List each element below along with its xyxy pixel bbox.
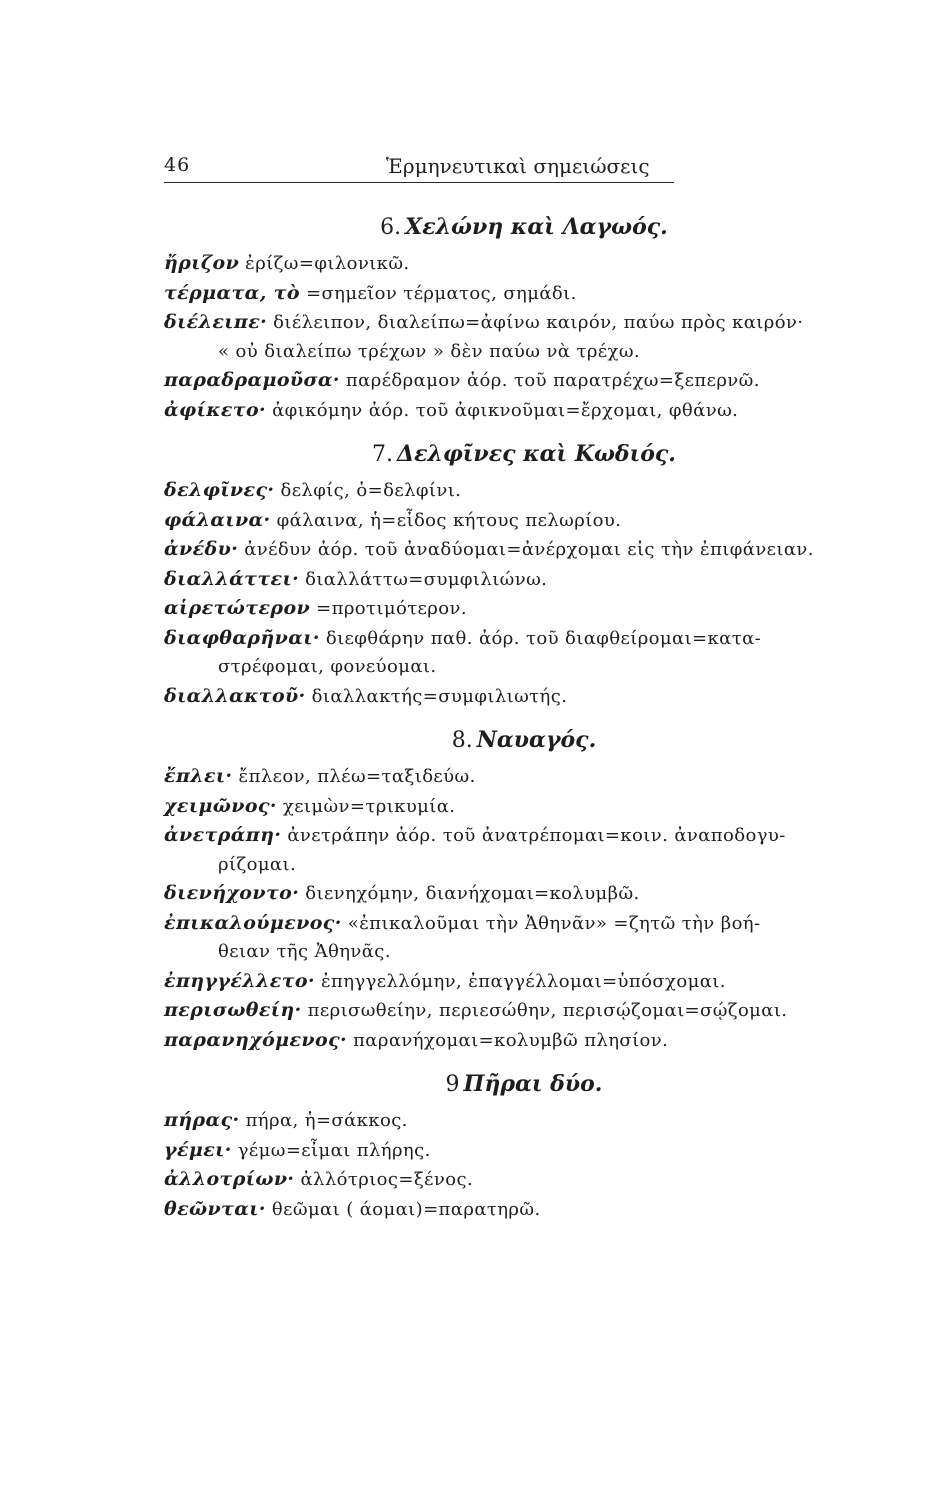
- entry-lemma: διαφθαρῆναι·: [164, 626, 320, 649]
- glossary-content: [164, 212, 884, 1224]
- page-number: 46: [164, 154, 191, 176]
- glossary-entry: [164, 366, 884, 396]
- section-number: 9: [445, 1072, 460, 1097]
- entry-definition: θεῶμαι ( άομαι)=παρατηρῶ.: [271, 1198, 541, 1220]
- entry-definition: διαλλακτής=συμφιλιωτής.: [311, 685, 568, 707]
- entry-lemma: θεῶνται·: [164, 1197, 266, 1220]
- entry-lemma: ἀλλοτρίων·: [164, 1168, 295, 1190]
- entry-lemma: ἤριζον: [164, 252, 240, 274]
- glossary-entry: [164, 792, 884, 822]
- entry-definition: πήρα, ἡ=σάκκος.: [245, 1110, 408, 1131]
- entry-definition: φάλαινα, ἡ=εἶδος κήτους πελωρίου.: [276, 509, 622, 531]
- entry-lemma: γέμει·: [164, 1138, 232, 1161]
- glossary-entry: [164, 279, 884, 309]
- entry-lemma: διέλειπε·: [164, 311, 268, 333]
- entry-definition: ἀφικόμην ἀόρ. τοῦ ἀφικνοῦμαι=ἔρχομαι, φθάνω.: [272, 399, 739, 421]
- running-title: Ἑρμηνευτικαὶ σημειώσεις: [386, 154, 650, 178]
- entry-lemma: διαλλάττει·: [164, 567, 300, 590]
- entry-lemma: διαλλακτοῦ·: [164, 684, 306, 707]
- entry-lemma: ἀφίκετο·: [164, 398, 267, 421]
- entry-definition: ἀνετράπην ἀόρ. τοῦ ἀνατρέπομαι=κοιν. ἀναποδογυ-: [287, 825, 786, 846]
- glossary-entry: [164, 565, 884, 595]
- entry-lemma: περισωθείη·: [164, 999, 302, 1021]
- glossary-entry: [164, 1165, 884, 1195]
- glossary-entry: [164, 1136, 884, 1166]
- entry-definition: =προτιμότερον.: [316, 598, 467, 619]
- glossary-entry: [164, 996, 884, 1026]
- entry-continuation: θειαν τῆς Ἀθηνᾶς.: [218, 941, 391, 962]
- entry-lemma: διενήχοντο·: [164, 882, 300, 904]
- glossary-entry: [164, 476, 884, 506]
- entry-definition: ἐπηγγελλόμην, ἐπαγγέλλομαι=ὑπόσχομαι.: [320, 970, 726, 992]
- glossary-entry: [164, 594, 884, 624]
- entry-lemma: ἀνετράπη·: [164, 824, 282, 846]
- entry-continuation: στρέφομαι, φονεύομαι.: [218, 656, 437, 677]
- glossary-entry: [164, 821, 884, 851]
- entry-lemma: τέρματα, τὸ: [164, 281, 300, 304]
- glossary-entry: [164, 1195, 884, 1225]
- entry-lemma: ἔπλει·: [164, 765, 233, 787]
- entry-definition: =σημεῖον τέρματος, σημάδι.: [306, 282, 577, 304]
- glossary-entry: [164, 624, 884, 654]
- entry-definition: ἔπλεον, πλέω=ταξιδεύω.: [238, 766, 476, 787]
- glossary-entry: [164, 506, 884, 536]
- entry-lemma: ἐπικαλούμενος·: [164, 911, 342, 934]
- entry-definition: διεφθάρην παθ. ἀόρ. τοῦ διαφθείρομαι=κατα-: [325, 627, 762, 649]
- entry-definition: ἀλλότριος=ξένος.: [300, 1169, 474, 1190]
- glossary-entry: [164, 249, 884, 279]
- entry-lemma: παραδραμοῦσα·: [164, 369, 340, 391]
- entry-definition: διενηχόμην, διανήχομαι=κολυμβῶ.: [305, 883, 640, 904]
- section-number: 7.: [372, 442, 394, 467]
- entry-lemma: χειμῶνος·: [164, 794, 277, 817]
- entry-lemma: ἐπηγγέλλετο·: [164, 969, 315, 992]
- section-title: Πῆραι δύο.: [463, 1071, 603, 1097]
- entry-definition: περισωθείην, περιεσώθην, περισῴζομαι=σῴζομαι.: [307, 1000, 788, 1021]
- running-header: [164, 152, 674, 183]
- entry-continuation: « οὐ διαλείπω τρέχων » δὲν παύω νὰ τρέχω.: [218, 340, 641, 362]
- entry-lemma: δελφῖνες·: [164, 479, 275, 501]
- entry-definition: διέλειπον, διαλείπω=ἀφίνω καιρόν, παύω πρὸς καιρόν·: [273, 312, 804, 333]
- entry-definition: παρέδραμον ἀόρ. τοῦ παρατρέχω=ξεπερνῶ.: [345, 370, 760, 391]
- entry-definition: ἀνέδυν ἀόρ. τοῦ ἀναδύομαι=ἀνέρχομαι εἰς τὴν ἐπιφάνειαν.: [244, 539, 814, 560]
- entry-lemma: πήρας·: [164, 1109, 240, 1131]
- entry-definition: δελφίς, ὁ=δελφίνι.: [280, 480, 462, 501]
- entry-lemma: παρανηχόμενος·: [164, 1028, 348, 1051]
- section-title: Χελώνη καὶ Λαγωός.: [405, 214, 668, 240]
- entry-definition: διαλλάττω=συμφιλιώνω.: [305, 568, 548, 590]
- glossary-entry: [164, 1026, 884, 1056]
- glossary-entry: [164, 909, 884, 939]
- glossary-entry: [164, 396, 884, 426]
- entry-lemma: ἀνέδυ·: [164, 538, 239, 560]
- section-heading: [164, 725, 884, 756]
- section-number: 6.: [380, 215, 402, 240]
- section-heading: [164, 439, 884, 470]
- entry-definition: χειμὼν=τρικυμία.: [282, 795, 456, 817]
- section-title: Δελφῖνες καὶ Κωδιός.: [397, 441, 676, 467]
- section-heading: [164, 212, 884, 243]
- entry-definition: «ἐπικαλοῦμαι τὴν Ἀθηνᾶν» =ζητῶ τὴν βοή-: [347, 912, 761, 934]
- glossary-entry: [164, 762, 884, 792]
- section-heading: [164, 1069, 884, 1100]
- glossary-entry: [164, 308, 884, 338]
- entry-definition: γέμω=εἶμαι πλήρης.: [237, 1139, 431, 1161]
- entry-definition: ἐρίζω=φιλονικῶ.: [245, 253, 410, 274]
- glossary-entry: [164, 879, 884, 909]
- entry-definition: παρανήχομαι=κολυμβῶ πλησίον.: [353, 1029, 669, 1051]
- glossary-entry: [164, 535, 884, 565]
- entry-continuation: ρίζομαι.: [218, 853, 297, 875]
- glossary-entry: [164, 1106, 884, 1136]
- section-title: Ναυαγός.: [476, 727, 597, 753]
- section-number: 8.: [451, 728, 473, 753]
- glossary-entry: [164, 682, 884, 712]
- glossary-entry: [164, 967, 884, 997]
- entry-lemma: φάλαινα·: [164, 508, 271, 531]
- entry-lemma: αἱρετώτερον: [164, 597, 311, 619]
